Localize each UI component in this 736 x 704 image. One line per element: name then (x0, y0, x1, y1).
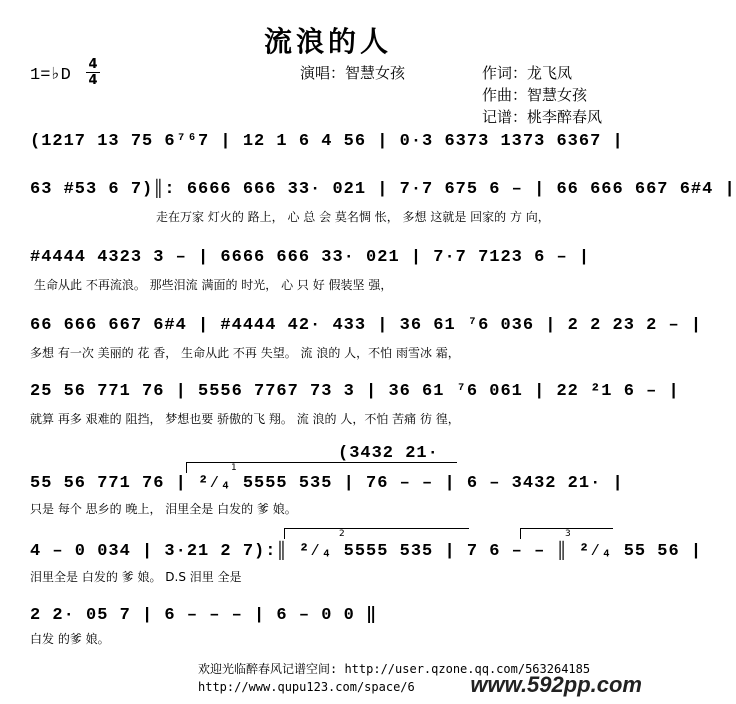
score-line-7-lyrics: 泪里全是 白发的 爹 娘。 D.S 泪里 全是 (30, 570, 242, 584)
score-line-3-lyrics: 生命从此 不再流浪。 那些泪流 满面的 时光， 心 只 好 假装坚 强， (34, 278, 393, 292)
site-watermark: www.592pp.com (470, 672, 642, 697)
score-line-5-notes: 25 56 771 76 | 5556 7767 73 3 | 36 61 ⁷6 061 | 22 ²1 6 – | (30, 382, 680, 401)
time-signature-bottom: 4 (88, 73, 98, 88)
time-signature-top: 4 (88, 57, 98, 72)
singer-credit: 演唱：智慧女孩 (300, 64, 406, 82)
upper-phrase: (3432 21· (338, 444, 439, 463)
score-line-1-notes: (1217 13 75 6⁷⁶7 | 12 1 6 4 56 | 0·3 6373 1373 6367 | (30, 132, 624, 151)
composer-credit: 作曲：智慧女孩 (482, 86, 588, 104)
volta-bracket-2: 2 (284, 528, 469, 539)
score-line-4-lyrics: 多想 有一次 美丽的 花 香， 生命从此 不再 失望。 流 浪的 人，不怕 雨雪冰 霜， (30, 346, 460, 360)
footer-link-qzone[interactable]: 欢迎光临醉春风记谱空间: http://user.qzone.qq.com/563264185 (198, 662, 591, 676)
lyricist-credit: 作词：龙飞凤 (482, 64, 573, 82)
score-line-8-lyrics: 白发 的爹 娘。 (30, 632, 110, 646)
transcriber-credit: 记谱：桃李醉春风 (482, 108, 603, 126)
song-title: 流浪的人 (263, 25, 392, 58)
score-line-8-notes: 2 2· 05 7 | 6 – – – | 6 – 0 0 ‖ (30, 606, 378, 625)
score-line-2-lyrics: 走在万家 灯火的 路上， 心 总 会 莫名惆 怅， 多想 这就是 回家的 方 向， (156, 210, 550, 224)
key-signature: 1=♭D (30, 66, 71, 85)
score-line-3-notes: #4444 4323 3 – | 6666 666 33· 021 | 7·7 7123 6 – | (30, 248, 591, 267)
score-line-5-lyrics: 就算 再多 艰难的 阻挡， 梦想也要 骄傲的飞 翔。 流 浪的 人，不怕 苦痛 彷 徨， (30, 412, 460, 426)
score-line-4-notes: 66 666 667 6#4 | #4444 42· 433 | 36 61 ⁷6 036 | 2 2 23 2 – | (30, 316, 703, 335)
volta-bracket-1: 1 (186, 462, 457, 473)
time-signature (86, 58, 100, 87)
score-line-6-notes: 55 56 771 76 | ²⁄₄ 5555 535 | 76 – – | 6 – 3432 21· | (30, 474, 624, 493)
score-line-6-lyrics: 只是 每个 思乡的 晚上， 泪里全是 白发的 爹 娘。 (30, 502, 297, 516)
score-line-7-notes: 4 – 0 034 | 3·21 2 7):║ ²⁄₄ 5555 535 | 7 6 – – ║ ²⁄₄ 55 56 | (30, 542, 703, 561)
score-line-2-notes: 63 #53 6 7)║: 6666 666 33· 021 | 7·7 675 6 – | 66 666 667 6#4 | (30, 180, 736, 199)
volta-bracket-3: 3 (520, 528, 613, 539)
footer-link-qupu[interactable]: http://www.qupu123.com/space/6 (198, 680, 415, 694)
